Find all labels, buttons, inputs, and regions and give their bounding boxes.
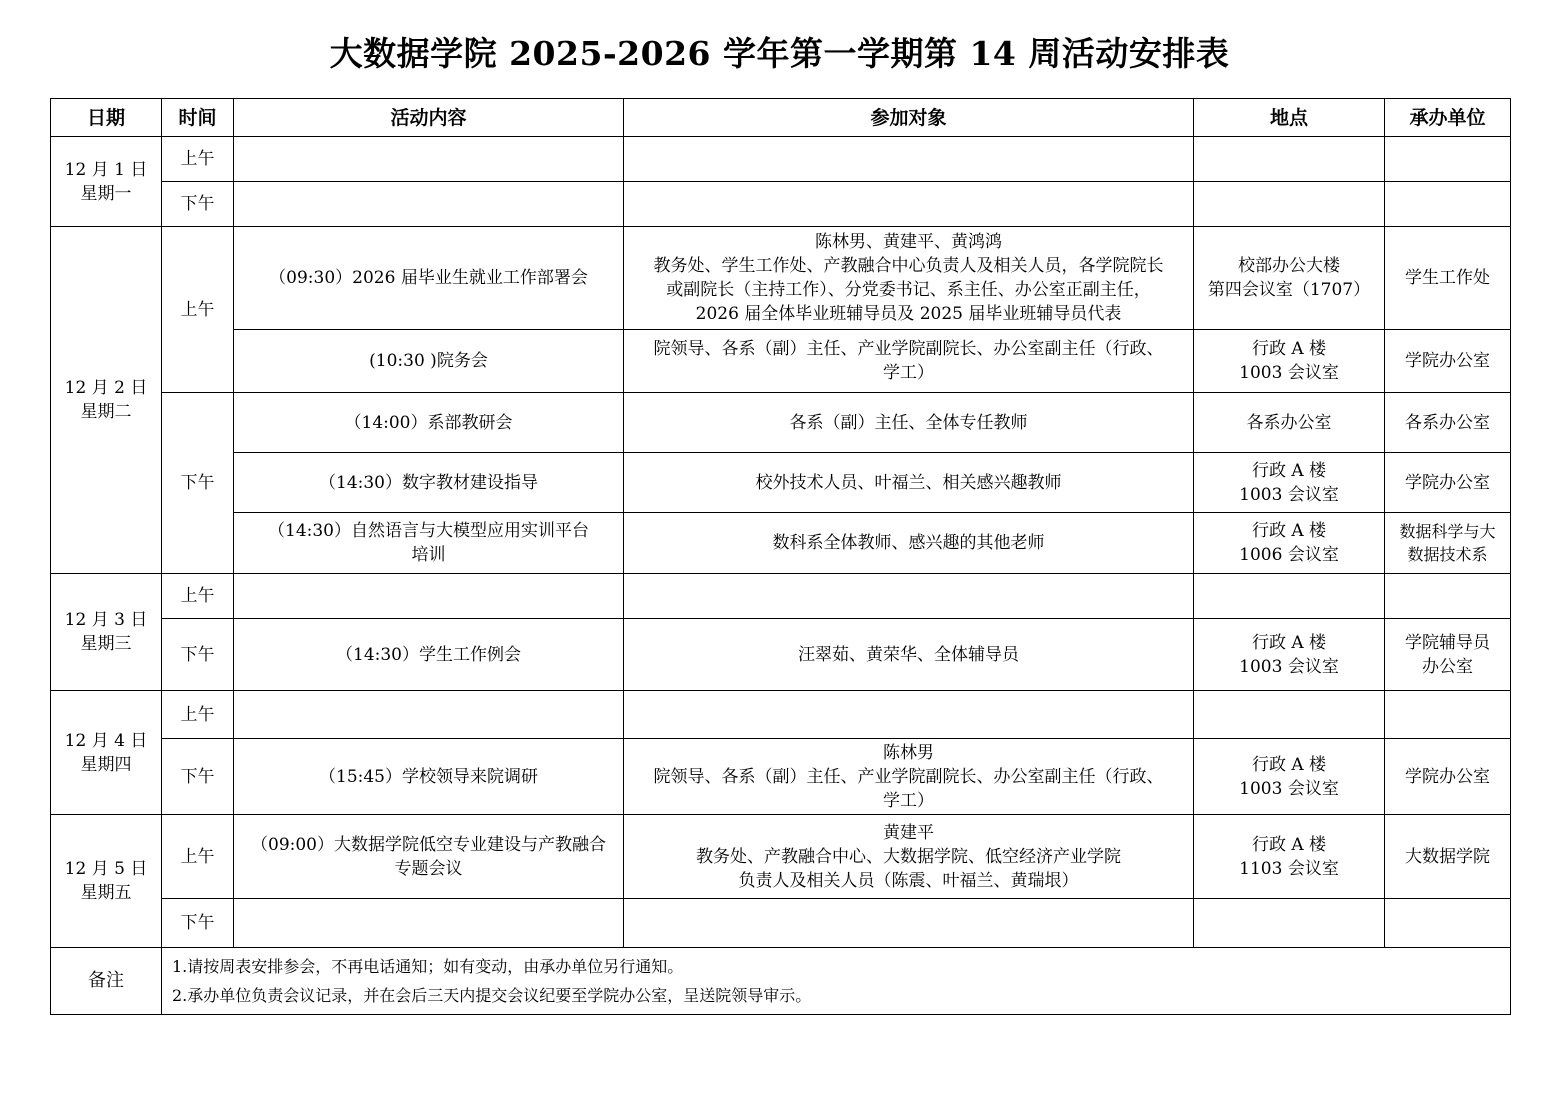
table-row (51, 182, 1511, 227)
location-cell: 行政 A 楼 1103 会议室 (1194, 815, 1385, 899)
location-cell: 各系办公室 (1194, 393, 1385, 453)
activity-cell: （14:30）学生工作例会 (234, 619, 624, 691)
organizer-cell (1385, 691, 1511, 739)
organizer-cell: 学院办公室 (1385, 453, 1511, 513)
weekday-text: 星期五 (80, 883, 132, 903)
period-cell: 上午 (162, 574, 234, 619)
activity-cell: （14:30）自然语言与大模型应用实训平台 培训 (234, 513, 624, 574)
header-participants: 参加对象 (624, 99, 1194, 137)
notes-content (162, 948, 1511, 1015)
participants-cell: 陈林男、黄建平、黄鸿鸿 教务处、学生工作处、产教融合中心负责人及相关人员，各学院院长 或副院长（主持工作）、分党委书记、系主任、办公室正副主任， 2026 届全体毕业班辅导员及 2025 届毕业班辅导员代表 (624, 227, 1194, 330)
header-row (51, 99, 1511, 137)
participants-cell (624, 137, 1194, 182)
organizer-cell (1385, 574, 1511, 619)
location-cell (1194, 899, 1385, 948)
organizer-cell: 数据科学与大 数据技术系 (1385, 513, 1511, 574)
organizer-cell (1385, 137, 1511, 182)
table-row (51, 691, 1511, 739)
header-location: 地点 (1194, 99, 1385, 137)
date-text: 12 月 4 日 (64, 730, 148, 751)
participants-cell: 各系（副）主任、全体专任教师 (624, 393, 1194, 453)
participants-cell (624, 182, 1194, 227)
participants-cell: 院领导、各系（副）主任、产业学院副院长、办公室副主任（行政、 学工） (624, 330, 1194, 393)
organizer-cell: 学院办公室 (1385, 330, 1511, 393)
participants-cell (624, 691, 1194, 739)
table-row (51, 393, 1511, 453)
period-cell: 下午 (162, 619, 234, 691)
activity-cell: （14:30）数字教材建设指导 (234, 453, 624, 513)
table-row (51, 330, 1511, 393)
date-cell (51, 815, 162, 948)
period-cell: 上午 (162, 691, 234, 739)
activity-cell: （14:00）系部教研会 (234, 393, 624, 453)
table-row (51, 227, 1511, 330)
period-cell: 下午 (162, 899, 234, 948)
location-cell: 行政 A 楼 1003 会议室 (1194, 739, 1385, 815)
date-text: 12 月 1 日 (64, 159, 148, 180)
date-text: 12 月 5 日 (64, 859, 148, 879)
location-cell: 校部办公大楼 第四会议室（1707） (1194, 227, 1385, 330)
activity-cell: （09:00）大数据学院低空专业建设与产教融合 专题会议 (234, 815, 624, 899)
location-cell: 行政 A 楼 1003 会议室 (1194, 619, 1385, 691)
table-row (51, 513, 1511, 574)
organizer-cell: 学院办公室 (1385, 739, 1511, 815)
location-cell (1194, 574, 1385, 619)
header-organizer: 承办单位 (1385, 99, 1511, 137)
page-title: 大数据学院 2025-2026 学年第一学期第 14 周活动安排表 (329, 34, 1230, 73)
table-row (51, 619, 1511, 691)
activity-cell (234, 182, 624, 227)
period-cell: 上午 (162, 227, 234, 393)
period-cell: 上午 (162, 815, 234, 899)
table-row (51, 453, 1511, 513)
date-text: 12 月 2 日 (64, 378, 148, 398)
location-cell (1194, 691, 1385, 739)
weekday-text: 星期二 (80, 402, 132, 422)
organizer-cell (1385, 182, 1511, 227)
participants-cell: 校外技术人员、叶福兰、相关感兴趣教师 (624, 453, 1194, 513)
note-line: 2.承办单位负责会议记录，并在会后三天内提交会议纪要至学院办公室，呈送院领导审示。 (172, 986, 812, 1005)
header-date: 日期 (51, 99, 162, 137)
participants-cell: 数科系全体教师、感兴趣的其他老师 (624, 513, 1194, 574)
date-cell (51, 574, 162, 691)
table-row (51, 815, 1511, 899)
organizer-cell (1385, 899, 1511, 948)
table-row (51, 739, 1511, 815)
activity-cell: （15:45）学校领导来院调研 (234, 739, 624, 815)
activity-cell: (10:30 )院务会 (234, 330, 624, 393)
table-row (51, 899, 1511, 948)
weekday-text: 星期一 (80, 183, 132, 204)
location-cell: 行政 A 楼 1003 会议室 (1194, 453, 1385, 513)
date-cell (51, 137, 162, 227)
activity-cell: （09:30）2026 届毕业生就业工作部署会 (234, 227, 624, 330)
notes-row (51, 948, 1511, 1015)
table-row (51, 137, 1511, 182)
header-activity: 活动内容 (234, 99, 624, 137)
organizer-cell: 学院辅导员 办公室 (1385, 619, 1511, 691)
location-cell (1194, 182, 1385, 227)
note-line: 1.请按周表安排参会，不再电话通知；如有变动，由承办单位另行通知。 (172, 957, 684, 976)
location-cell: 行政 A 楼 1003 会议室 (1194, 330, 1385, 393)
period-cell: 下午 (162, 182, 234, 227)
organizer-cell: 大数据学院 (1385, 815, 1511, 899)
header-time: 时间 (162, 99, 234, 137)
activity-cell (234, 899, 624, 948)
period-cell: 下午 (162, 739, 234, 815)
organizer-cell: 各系办公室 (1385, 393, 1511, 453)
date-cell (51, 227, 162, 574)
period-cell: 下午 (162, 393, 234, 574)
participants-cell: 汪翠茹、黄荣华、全体辅导员 (624, 619, 1194, 691)
date-text: 12 月 3 日 (64, 610, 148, 630)
activity-cell (234, 691, 624, 739)
weekday-text: 星期四 (80, 754, 132, 775)
participants-cell (624, 574, 1194, 619)
activity-cell (234, 574, 624, 619)
weekday-text: 星期三 (80, 634, 132, 654)
organizer-cell: 学生工作处 (1385, 227, 1511, 330)
date-cell (51, 691, 162, 815)
location-cell (1194, 137, 1385, 182)
period-cell: 上午 (162, 137, 234, 182)
participants-cell: 黄建平 教务处、产教融合中心、大数据学院、低空经济产业学院 负责人及相关人员（陈震、叶福兰、黄瑞垠） (624, 815, 1194, 899)
location-cell: 行政 A 楼 1006 会议室 (1194, 513, 1385, 574)
table-row (51, 574, 1511, 619)
participants-cell: 陈林男 院领导、各系（副）主任、产业学院副院长、办公室副主任（行政、 学工） (624, 739, 1194, 815)
schedule-table (50, 98, 1511, 1015)
participants-cell (624, 899, 1194, 948)
activity-cell (234, 137, 624, 182)
notes-label: 备注 (51, 948, 162, 1015)
